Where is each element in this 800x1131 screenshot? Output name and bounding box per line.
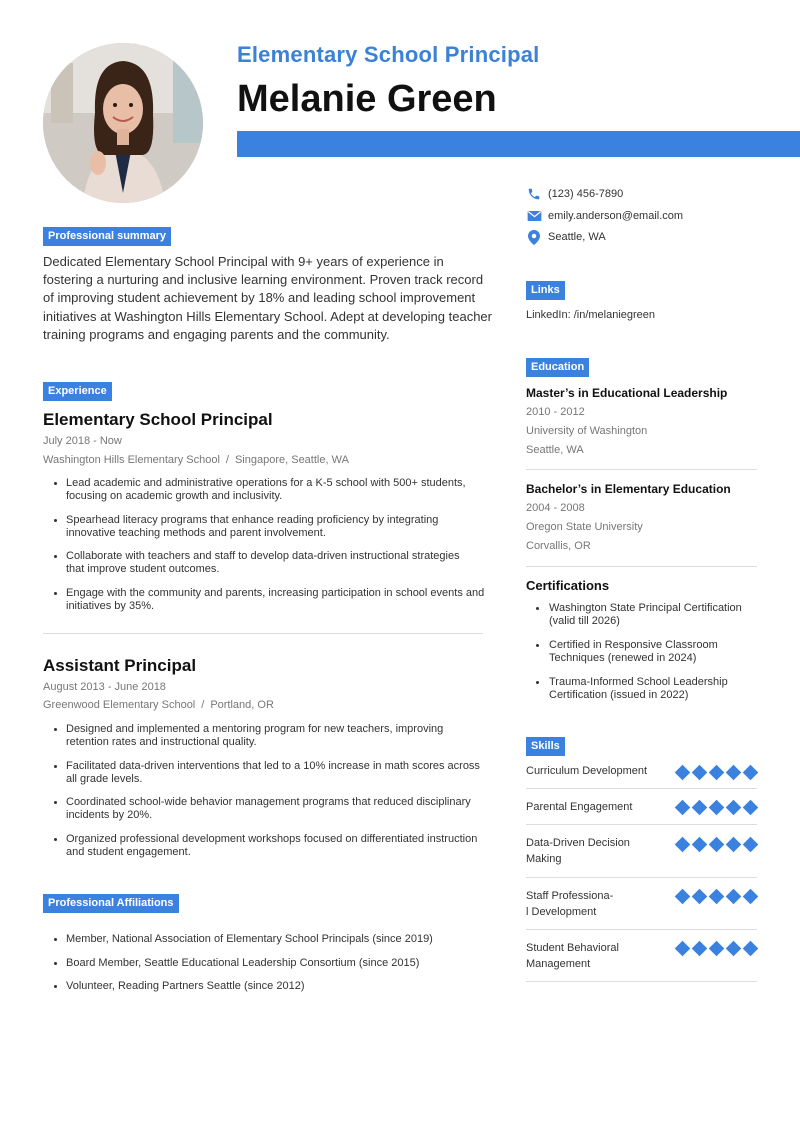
- certifications-list: [534, 602, 760, 702]
- skill-name: Curriculum Development: [526, 765, 648, 777]
- list-item: Board Member, Seattle Educational Leadership Consortium (since 2015): [52, 957, 497, 981]
- rating-diamond: [726, 837, 742, 853]
- rating-diamond: [709, 889, 725, 905]
- skill-divider: [526, 788, 757, 789]
- profile-photo: [43, 43, 203, 203]
- map-pin-icon: [526, 229, 542, 245]
- rating-diamond: [692, 889, 708, 905]
- skill-rating: [676, 765, 757, 780]
- experience-heading: Experience: [43, 382, 112, 401]
- role-title: Assistant Principal: [43, 656, 197, 675]
- rating-diamond: [675, 889, 691, 905]
- email-address[interactable]: emily.anderson@email.com: [548, 210, 684, 222]
- role-bullets: [52, 723, 497, 859]
- certifications-heading: Certifications: [526, 578, 610, 593]
- rating-diamond: [709, 765, 725, 781]
- list-item: Collaborate with teachers and staff to develop data-driven instructional strategies that improve student outcomes.: [52, 550, 497, 587]
- list-item: Washington State Principal Certification (valid till 2026): [534, 602, 760, 639]
- rating-diamond: [726, 800, 742, 816]
- headline-job-title: Elementary School Principal: [237, 42, 540, 67]
- rating-diamond: [692, 765, 708, 781]
- rating-diamond: [709, 800, 725, 816]
- skill-name: Staff Professiona- l Development: [526, 890, 614, 918]
- role-bullets: [52, 477, 497, 613]
- affiliations-heading: Professional Affiliations: [43, 894, 179, 913]
- rating-diamond: [675, 837, 691, 853]
- location-text: Seattle, WA: [548, 231, 606, 243]
- list-item: Engage with the community and parents, increasing participation in school events and initiatives by 35%.: [52, 587, 497, 613]
- role-company: Greenwood Elementary School / Portland, OR: [43, 699, 274, 711]
- experience-divider: [43, 633, 483, 634]
- education-heading: Education: [526, 358, 589, 377]
- linkedin-link[interactable]: LinkedIn: /in/melaniegreen: [526, 309, 656, 321]
- education-school: University of Washington: [526, 425, 648, 437]
- skill-name: Student Behavioral Management: [526, 942, 619, 970]
- phone-number[interactable]: (123) 456-7890: [548, 188, 624, 200]
- skill-rating: [676, 941, 757, 956]
- education-years: 2004 - 2008: [526, 502, 585, 514]
- rating-diamond: [743, 765, 759, 781]
- skills-heading: Skills: [526, 737, 565, 756]
- skill-rating: [676, 800, 757, 815]
- education-degree: Bachelor’s in Elementary Education: [526, 482, 731, 496]
- skill-divider: [526, 877, 757, 878]
- rating-diamond: [726, 765, 742, 781]
- rating-diamond: [743, 941, 759, 957]
- phone-icon: [526, 186, 542, 202]
- list-item: Facilitated data-driven interventions that led to a 10% increase in math scores across all grade levels.: [52, 760, 497, 797]
- list-item: Member, National Association of Elementary School Principals (since 2019): [52, 933, 497, 957]
- list-item: Volunteer, Reading Partners Seattle (since 2012): [52, 980, 497, 1004]
- rating-diamond: [692, 837, 708, 853]
- list-item: Coordinated school-wide behavior management programs that reduced disciplinary incidents by 20%.: [52, 796, 497, 833]
- candidate-name: Melanie Green: [237, 78, 497, 120]
- rating-diamond: [692, 800, 708, 816]
- rating-diamond: [709, 941, 725, 957]
- rating-diamond: [675, 941, 691, 957]
- header-accent-bar: [237, 131, 800, 157]
- mail-icon: [526, 208, 542, 224]
- education-location: Corvallis, OR: [526, 540, 591, 552]
- skill-divider: [526, 981, 757, 982]
- summary-text: Dedicated Elementary School Principal with 9+ years of experience in fostering a nurturing and inclusive learning environment. Proven track record of improving student achievement by 18% and leading school improvement initiatives at Washington Hills Elementary School. Adept at developing teacher training programs and engaging parents and the community.: [43, 254, 492, 342]
- rating-diamond: [692, 941, 708, 957]
- skill-name: Data-Driven Decision Making: [526, 837, 630, 865]
- skill-rating: [676, 837, 757, 852]
- education-divider: [526, 566, 757, 567]
- education-degree: Master’s in Educational Leadership: [526, 386, 728, 400]
- rating-diamond: [726, 889, 742, 905]
- role-dates: August 2013 - June 2018: [43, 681, 166, 693]
- contact-location: [526, 229, 606, 245]
- rating-diamond: [675, 800, 691, 816]
- education-years: 2010 - 2012: [526, 406, 585, 418]
- education-school: Oregon State University: [526, 521, 643, 533]
- contact-email: [526, 208, 683, 224]
- skill-rating: [676, 889, 757, 904]
- skill-divider: [526, 929, 757, 930]
- rating-diamond: [743, 837, 759, 853]
- skill-name: Parental Engagement: [526, 801, 633, 813]
- rating-diamond: [743, 889, 759, 905]
- rating-diamond: [743, 800, 759, 816]
- list-item: Designed and implemented a mentoring program for new teachers, improving retention rates and instructional quality.: [52, 723, 497, 760]
- list-item: Lead academic and administrative operations for a K-5 school with 500+ students, focusing on academic growth and inclusivity.: [52, 477, 497, 514]
- education-divider: [526, 469, 757, 470]
- contact-phone: [526, 186, 623, 202]
- skill-divider: [526, 824, 757, 825]
- rating-diamond: [675, 765, 691, 781]
- list-item: Organized professional development workshops focused on differentiated instruction and student engagement.: [52, 833, 497, 859]
- links-heading: Links: [526, 281, 565, 300]
- rating-diamond: [726, 941, 742, 957]
- summary-heading: Professional summary: [43, 227, 171, 246]
- list-item: Certified in Responsive Classroom Techniques (renewed in 2024): [534, 639, 760, 676]
- rating-diamond: [709, 837, 725, 853]
- role-title: Elementary School Principal: [43, 410, 273, 429]
- role-company: Washington Hills Elementary School / Singapore, Seattle, WA: [43, 454, 349, 466]
- list-item: Spearhead literacy programs that enhance reading proficiency by integrating innovative teaching methods and parent involvement.: [52, 514, 497, 551]
- affiliations-list: [52, 933, 497, 1004]
- list-item: Trauma-Informed School Leadership Certification (issued in 2022): [534, 676, 760, 702]
- education-location: Seattle, WA: [526, 444, 584, 456]
- role-dates: July 2018 - Now: [43, 435, 122, 447]
